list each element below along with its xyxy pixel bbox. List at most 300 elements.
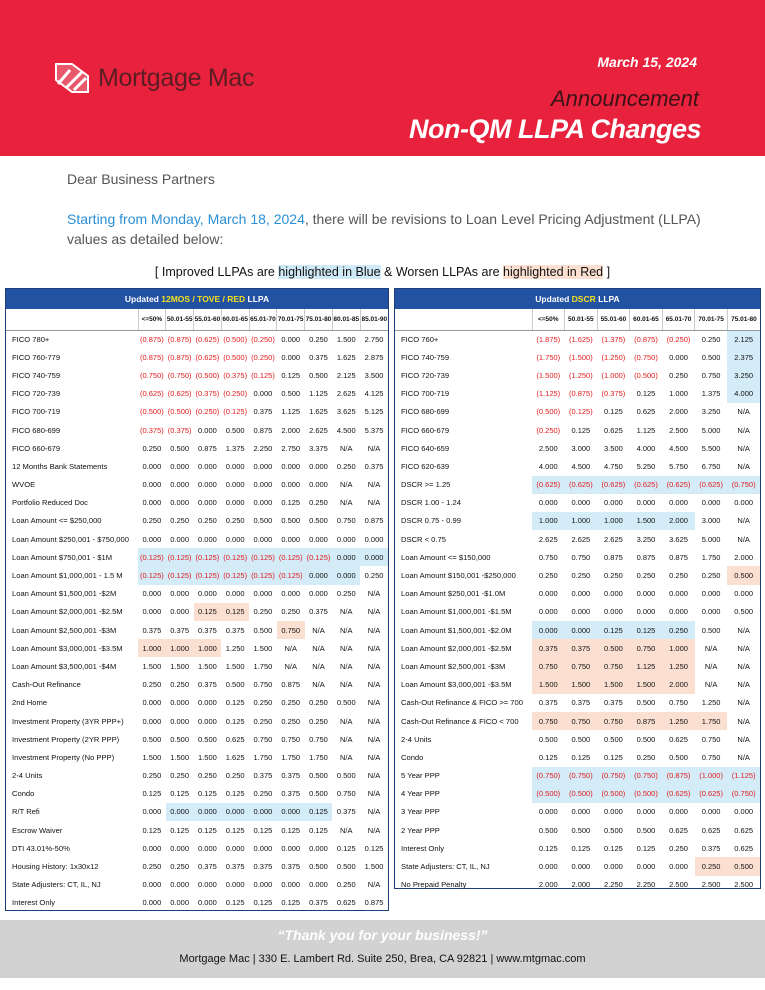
llpa-value: 5.500 (701, 443, 721, 453)
llpa-value: (0.625) (695, 785, 728, 803)
llpa-value: N/A (737, 698, 750, 708)
llpa-value: N/A (737, 443, 750, 453)
llpa-value: N/A (367, 607, 381, 617)
row-label: Loan Amount $2,000,001 -$2.5M (12, 607, 123, 617)
llpa-value: 0.000 (198, 843, 217, 853)
llpa-value: 0.125 (225, 716, 245, 726)
llpa-value: 0.000 (253, 480, 273, 490)
llpa-value: 1.250 (662, 712, 695, 730)
llpa-value: 0.125 (142, 825, 162, 835)
llpa-value: 0.000 (636, 862, 656, 872)
llpa-value: 0.375 (253, 407, 273, 417)
llpa-value: 1.125 (281, 407, 301, 417)
llpa-value: 3.250 (636, 534, 656, 544)
llpa-value: 0.250 (701, 571, 721, 581)
row-label: FICO 720-739 (12, 389, 61, 399)
llpa-value: (1.250) (601, 352, 626, 362)
llpa-value: 0.000 (166, 803, 194, 821)
llpa-value: N/A (367, 498, 381, 508)
column-header: 55.01-60 (194, 309, 222, 330)
llpa-value: N/A (312, 680, 325, 690)
thank-you-message: “Thank you for your business!” (277, 927, 488, 943)
llpa-value: 0.000 (532, 621, 565, 639)
llpa-value: 0.250 (253, 716, 273, 726)
llpa-value: 2.500 (734, 880, 754, 890)
llpa-value: (1.125) (727, 767, 760, 785)
llpa-value: (0.625) (140, 389, 164, 399)
llpa-value: 0.500 (538, 825, 558, 835)
llpa-value: N/A (339, 643, 353, 653)
table-row (395, 657, 760, 675)
llpa-value: 0.375 (309, 898, 328, 908)
llpa-value: 0.750 (336, 789, 356, 799)
row-label: FICO 760+ (401, 334, 439, 344)
llpa-value: (0.125) (138, 548, 166, 566)
llpa-value: 0.625 (225, 734, 245, 744)
llpa-value: 0.000 (142, 589, 162, 599)
row-label: Loan Amount $150,001 -$250,000 (401, 571, 516, 581)
table-row (6, 385, 388, 403)
llpa-value: 0.000 (142, 480, 162, 490)
llpa-value: 0.000 (636, 498, 656, 508)
llpa-value: 0.000 (669, 862, 688, 872)
llpa-value: 0.250 (336, 589, 356, 599)
llpa-value: 0.375 (281, 862, 301, 872)
llpa-value: (0.875) (167, 352, 192, 362)
llpa-value: 3.500 (364, 370, 384, 380)
llpa-value: 0.375 (170, 625, 190, 635)
llpa-value: 0.250 (142, 680, 162, 690)
llpa-value: 0.000 (701, 807, 721, 817)
llpa-value: 1.500 (142, 752, 162, 762)
llpa-value: 0.125 (225, 698, 245, 708)
llpa-value: 0.125 (221, 603, 249, 621)
llpa-value: 0.500 (701, 625, 721, 635)
llpa-value: 0.500 (597, 639, 630, 657)
table-row (6, 876, 388, 894)
llpa-value: 0.750 (597, 712, 630, 730)
llpa-value: 2.250 (604, 880, 623, 890)
llpa-value: N/A (737, 625, 750, 635)
llpa-value: 0.375 (142, 625, 162, 635)
llpa-value: (1.000) (695, 767, 728, 785)
llpa-value: 0.375 (253, 771, 273, 781)
llpa-value: 0.250 (253, 789, 273, 799)
llpa-value: (0.250) (666, 334, 691, 344)
llpa-value: 0.375 (532, 639, 565, 657)
llpa-value: 0.000 (636, 807, 656, 817)
llpa-value: 0.750 (253, 734, 273, 744)
llpa-value: 0.000 (142, 534, 162, 544)
highlight-legend (0, 265, 765, 279)
row-label: FICO 640-659 (401, 443, 450, 453)
llpa-value: 0.000 (225, 843, 245, 853)
llpa-value: 2.750 (364, 334, 384, 344)
llpa-value: N/A (367, 880, 381, 890)
llpa-value: (1.250) (568, 370, 593, 380)
row-label: Investment Property (No PPP) (12, 752, 115, 762)
llpa-value: N/A (367, 807, 381, 817)
llpa-value: 1.750 (253, 661, 273, 671)
legend-text-3: ] (603, 265, 611, 279)
llpa-value: 0.000 (571, 589, 591, 599)
llpa-value: 0.500 (225, 425, 245, 435)
llpa-value: 0.875 (364, 898, 384, 908)
llpa-value: (0.375) (601, 389, 626, 399)
llpa-value: 0.750 (565, 657, 598, 675)
llpa-value: 1.500 (597, 676, 630, 694)
column-header: <=50% (532, 309, 565, 330)
company-address: Mortgage Mac | 330 E. Lambert Rd. Suite 250, Brea, CA 92821 | www.mtgmac.com (179, 953, 586, 965)
table-row (6, 457, 388, 475)
table-row (6, 530, 388, 548)
llpa-value: 0.625 (734, 825, 754, 835)
table-row (395, 767, 760, 785)
llpa-value: 0.375 (336, 807, 356, 817)
llpa-value: 0.375 (253, 862, 273, 872)
row-label: Condo (401, 752, 424, 762)
llpa-value: 0.000 (281, 352, 301, 362)
llpa-value: 0.250 (669, 843, 688, 853)
llpa-value: 0.750 (701, 734, 721, 744)
row-label: Loan Amount $1,000,001 -$1.5M (401, 607, 512, 617)
llpa-value: 0.125 (636, 389, 656, 399)
llpa-value: 0.875 (281, 680, 301, 690)
llpa-value: 0.125 (281, 370, 301, 380)
llpa-value: (0.625) (630, 476, 663, 494)
llpa-value: (0.750) (140, 370, 164, 380)
row-label: 2 Year PPP (401, 825, 440, 835)
row-label: FICO 780+ (12, 334, 50, 344)
llpa-value: 0.250 (142, 516, 162, 526)
llpa-value: 0.250 (170, 771, 190, 781)
llpa-value: 0.000 (281, 534, 301, 544)
llpa-value: 0.875 (253, 425, 273, 435)
llpa-value: 0.000 (701, 589, 721, 599)
llpa-value: 0.000 (669, 589, 688, 599)
llpa-value: (0.500) (630, 785, 663, 803)
row-label: Loan Amount $2,500,001 -$3M (12, 625, 117, 635)
llpa-value: 0.000 (253, 389, 273, 399)
llpa-value: 1.000 (138, 639, 166, 657)
row-label: DSCR 1.00 - 1.24 (401, 498, 461, 508)
intro-text: , there will be revisions to Loan Level Pricing Adjustment (LLPA) values as detailed below: (67, 211, 701, 247)
llpa-value: 0.000 (309, 480, 328, 490)
llpa-value: (0.250) (195, 407, 220, 417)
llpa-value: N/A (339, 625, 353, 635)
llpa-value: 1.250 (701, 698, 721, 708)
llpa-value: 0.750 (281, 734, 301, 744)
llpa-value: (0.375) (223, 370, 248, 380)
column-header: 75.01-80 (727, 309, 760, 330)
llpa-value: N/A (367, 625, 381, 635)
table-row (395, 421, 760, 439)
llpa-value: 2.875 (364, 352, 384, 362)
table-row (6, 566, 388, 584)
llpa-value: 1.500 (336, 334, 356, 344)
row-label: Escrow Waiver (12, 825, 63, 835)
llpa-value: 0.000 (198, 534, 217, 544)
table-row (395, 457, 760, 475)
llpa-value: N/A (367, 661, 381, 671)
row-label: State Adjusters: CT, IL, NJ (12, 880, 101, 890)
llpa-value: 1.500 (253, 643, 273, 653)
llpa-value: 1.750 (701, 552, 721, 562)
table-row (395, 585, 760, 603)
llpa-value: 0.000 (701, 607, 721, 617)
llpa-value: 0.000 (669, 352, 688, 362)
llpa-value: (1.625) (568, 334, 593, 344)
llpa-value: 0.750 (701, 370, 721, 380)
llpa-value: 0.125 (604, 752, 623, 762)
llpa-value: 0.000 (198, 716, 217, 726)
llpa-value: (0.500) (223, 334, 248, 344)
llpa-value: N/A (737, 716, 750, 726)
row-label: FICO 680-699 (401, 407, 450, 417)
llpa-value: 0.000 (170, 534, 190, 544)
row-label: FICO 760-779 (12, 352, 61, 362)
llpa-value: N/A (339, 716, 353, 726)
llpa-value: N/A (339, 825, 353, 835)
legend-worsen: highlighted in Red (503, 265, 604, 279)
greeting: Dear Business Partners (67, 171, 215, 187)
llpa-value: 0.000 (170, 716, 190, 726)
llpa-value: 0.000 (170, 461, 190, 471)
llpa-value: N/A (339, 752, 353, 762)
llpa-value: 0.500 (604, 825, 623, 835)
llpa-value: N/A (339, 734, 353, 744)
table-row (6, 548, 388, 566)
llpa-value: 0.000 (142, 807, 162, 817)
llpa-value: 3.625 (336, 407, 356, 417)
llpa-value: 0.375 (225, 862, 245, 872)
llpa-value: 1.500 (198, 661, 217, 671)
llpa-value: 0.000 (170, 607, 190, 617)
llpa-value: 5.750 (669, 461, 688, 471)
llpa-value: 0.250 (364, 571, 384, 581)
llpa-value: 0.125 (604, 843, 623, 853)
llpa-value: 0.625 (669, 734, 688, 744)
llpa-value: N/A (312, 661, 325, 671)
llpa-value: 0.375 (281, 771, 301, 781)
llpa-value: (0.125) (194, 566, 222, 584)
row-label: Interest Only (401, 843, 445, 853)
llpa-value: 0.000 (309, 843, 328, 853)
llpa-value: 0.750 (309, 734, 328, 744)
llpa-value: (0.125) (138, 566, 166, 584)
llpa-value: (0.750) (565, 767, 598, 785)
llpa-value: 0.000 (309, 589, 328, 599)
llpa-value: 0.250 (142, 862, 162, 872)
llpa-value: 0.000 (332, 566, 360, 584)
llpa-value: 2.125 (727, 330, 760, 348)
table-row (395, 730, 760, 748)
llpa-value: 0.375 (225, 625, 245, 635)
table-row (395, 566, 760, 584)
llpa-value: 0.750 (597, 657, 630, 675)
llpa-value: 0.875 (669, 552, 688, 562)
llpa-value: 2.500 (538, 443, 558, 453)
llpa-value: 0.375 (309, 607, 328, 617)
table-row (6, 494, 388, 512)
llpa-value: 0.000 (281, 461, 301, 471)
llpa-value: 0.125 (281, 825, 301, 835)
page-footer (0, 920, 765, 978)
llpa-value: 0.000 (142, 698, 162, 708)
row-label: DTI 43.01%-50% (12, 843, 70, 853)
brand-logo (52, 62, 254, 94)
table-row (395, 857, 760, 875)
llpa-value: 1.375 (225, 443, 245, 453)
llpa-value: (0.125) (251, 370, 275, 380)
llpa-value: 0.125 (281, 898, 301, 908)
llpa-value: 0.625 (734, 843, 754, 853)
llpa-value: 3.625 (669, 534, 688, 544)
llpa-value: 0.375 (565, 639, 598, 657)
table-row (395, 712, 760, 730)
row-label: Loan Amount $2,000,001 -$2.5M (401, 643, 512, 653)
llpa-value: 0.000 (332, 548, 360, 566)
llpa-value: N/A (737, 534, 750, 544)
llpa-value: 1.125 (309, 389, 328, 399)
llpa-value: N/A (284, 661, 297, 671)
row-label: Loan Amount <= $150,000 (401, 552, 491, 562)
llpa-value: 0.000 (281, 480, 301, 490)
llpa-value: N/A (737, 680, 750, 690)
table-row (395, 512, 760, 530)
llpa-value: 0.250 (281, 716, 301, 726)
column-header: 65.01-70 (662, 309, 695, 330)
llpa-value: (0.125) (223, 407, 248, 417)
llpa-value: (0.375) (167, 425, 192, 435)
table-row (6, 366, 388, 384)
llpa-value: 0.125 (142, 789, 162, 799)
table-row (6, 694, 388, 712)
llpa-value: (0.125) (249, 548, 277, 566)
llpa-value: 2.125 (336, 370, 356, 380)
llpa-value: 0.000 (170, 480, 190, 490)
table-row (395, 694, 760, 712)
llpa-value: N/A (367, 771, 381, 781)
row-label: Condo (12, 789, 35, 799)
llpa-value: N/A (339, 498, 353, 508)
llpa-value: 0.125 (571, 843, 591, 853)
llpa-value: 1.000 (194, 639, 222, 657)
table-row (6, 767, 388, 785)
llpa-value: 1.125 (636, 425, 656, 435)
llpa-value: 0.000 (571, 807, 591, 817)
llpa-value: 0.500 (309, 370, 328, 380)
llpa-value: 0.000 (170, 843, 190, 853)
llpa-value: 0.000 (253, 589, 273, 599)
llpa-value: 0.000 (604, 589, 623, 599)
llpa-value: 0.125 (225, 898, 245, 908)
llpa-value: 1.500 (170, 752, 190, 762)
llpa-value: (0.125) (305, 548, 333, 566)
table-row (395, 748, 760, 766)
table-row (395, 348, 760, 366)
llpa-value: 0.500 (309, 771, 328, 781)
llpa-value: N/A (737, 752, 750, 762)
llpa-value: N/A (312, 625, 325, 635)
llpa-value: 5.000 (701, 534, 721, 544)
llpa-value: 0.000 (221, 803, 249, 821)
llpa-value: 0.000 (142, 880, 162, 890)
llpa-value: 0.125 (281, 498, 301, 508)
row-label: 5 Year PPP (401, 771, 440, 781)
llpa-value: 5.375 (364, 425, 384, 435)
llpa-value: 2.500 (669, 425, 688, 435)
llpa-value: 0.000 (309, 534, 328, 544)
llpa-value: 0.000 (571, 862, 591, 872)
llpa-value: N/A (367, 789, 381, 799)
llpa-value: 1.500 (170, 661, 190, 671)
llpa-value: 0.250 (669, 571, 688, 581)
llpa-value: 0.750 (538, 552, 558, 562)
llpa-value: 0.000 (309, 461, 328, 471)
row-label: State Adjusters: CT, IL, NJ (401, 862, 490, 872)
row-label: FICO 680-699 (12, 425, 61, 435)
column-header: 85.01-90 (360, 309, 388, 330)
llpa-value: 0.000 (198, 898, 217, 908)
llpa-value: 0.875 (604, 552, 623, 562)
legend-text-1: [ Improved LLPAs are (154, 265, 279, 279)
llpa-value: (0.625) (532, 476, 565, 494)
llpa-value: 0.000 (253, 880, 273, 890)
table-row (6, 439, 388, 457)
llpa-value: 1.750 (253, 752, 273, 762)
row-label: Loan Amount $750,001 - $1M (12, 552, 113, 562)
llpa-value: 1.500 (225, 661, 245, 671)
llpa-value: 0.500 (281, 516, 301, 526)
column-header: 60.01-65 (221, 309, 249, 330)
llpa-value: N/A (339, 443, 353, 453)
llpa-value: 0.500 (336, 862, 356, 872)
llpa-value: 0.375 (604, 698, 623, 708)
llpa-value: 0.000 (253, 461, 273, 471)
table-row (395, 403, 760, 421)
llpa-value: 0.500 (281, 389, 301, 399)
llpa-value: 0.750 (565, 712, 598, 730)
llpa-value: 0.000 (225, 461, 245, 471)
row-label: Loan Amount $2,500,001 -$3M (401, 661, 506, 671)
row-label: FICO 740-759 (12, 370, 61, 380)
llpa-value: (1.750) (536, 352, 561, 362)
llpa-value: (0.375) (140, 425, 164, 435)
llpa-value: 1.000 (662, 639, 695, 657)
llpa-value: 1.500 (532, 676, 565, 694)
llpa-value: 0.000 (142, 461, 162, 471)
llpa-value: 0.000 (225, 880, 245, 890)
llpa-value: 0.875 (636, 552, 656, 562)
llpa-value: 0.125 (630, 621, 663, 639)
llpa-value: 0.000 (170, 698, 190, 708)
llpa-value: N/A (737, 425, 750, 435)
llpa-value: 0.000 (142, 716, 162, 726)
llpa-value: 0.000 (571, 607, 591, 617)
llpa-value: 0.000 (734, 498, 754, 508)
llpa-value: 1.500 (198, 752, 217, 762)
llpa-value: 2.625 (571, 534, 591, 544)
row-label: Cash-Out Refinance (12, 680, 81, 690)
llpa-value: 1.000 (532, 512, 565, 530)
llpa-value: 3.250 (727, 366, 760, 384)
llpa-value: 2.625 (336, 389, 356, 399)
llpa-value: 0.125 (538, 752, 558, 762)
llpa-value: 1.000 (597, 512, 630, 530)
announcement-header (0, 0, 765, 156)
llpa-value: 3.000 (701, 516, 721, 526)
